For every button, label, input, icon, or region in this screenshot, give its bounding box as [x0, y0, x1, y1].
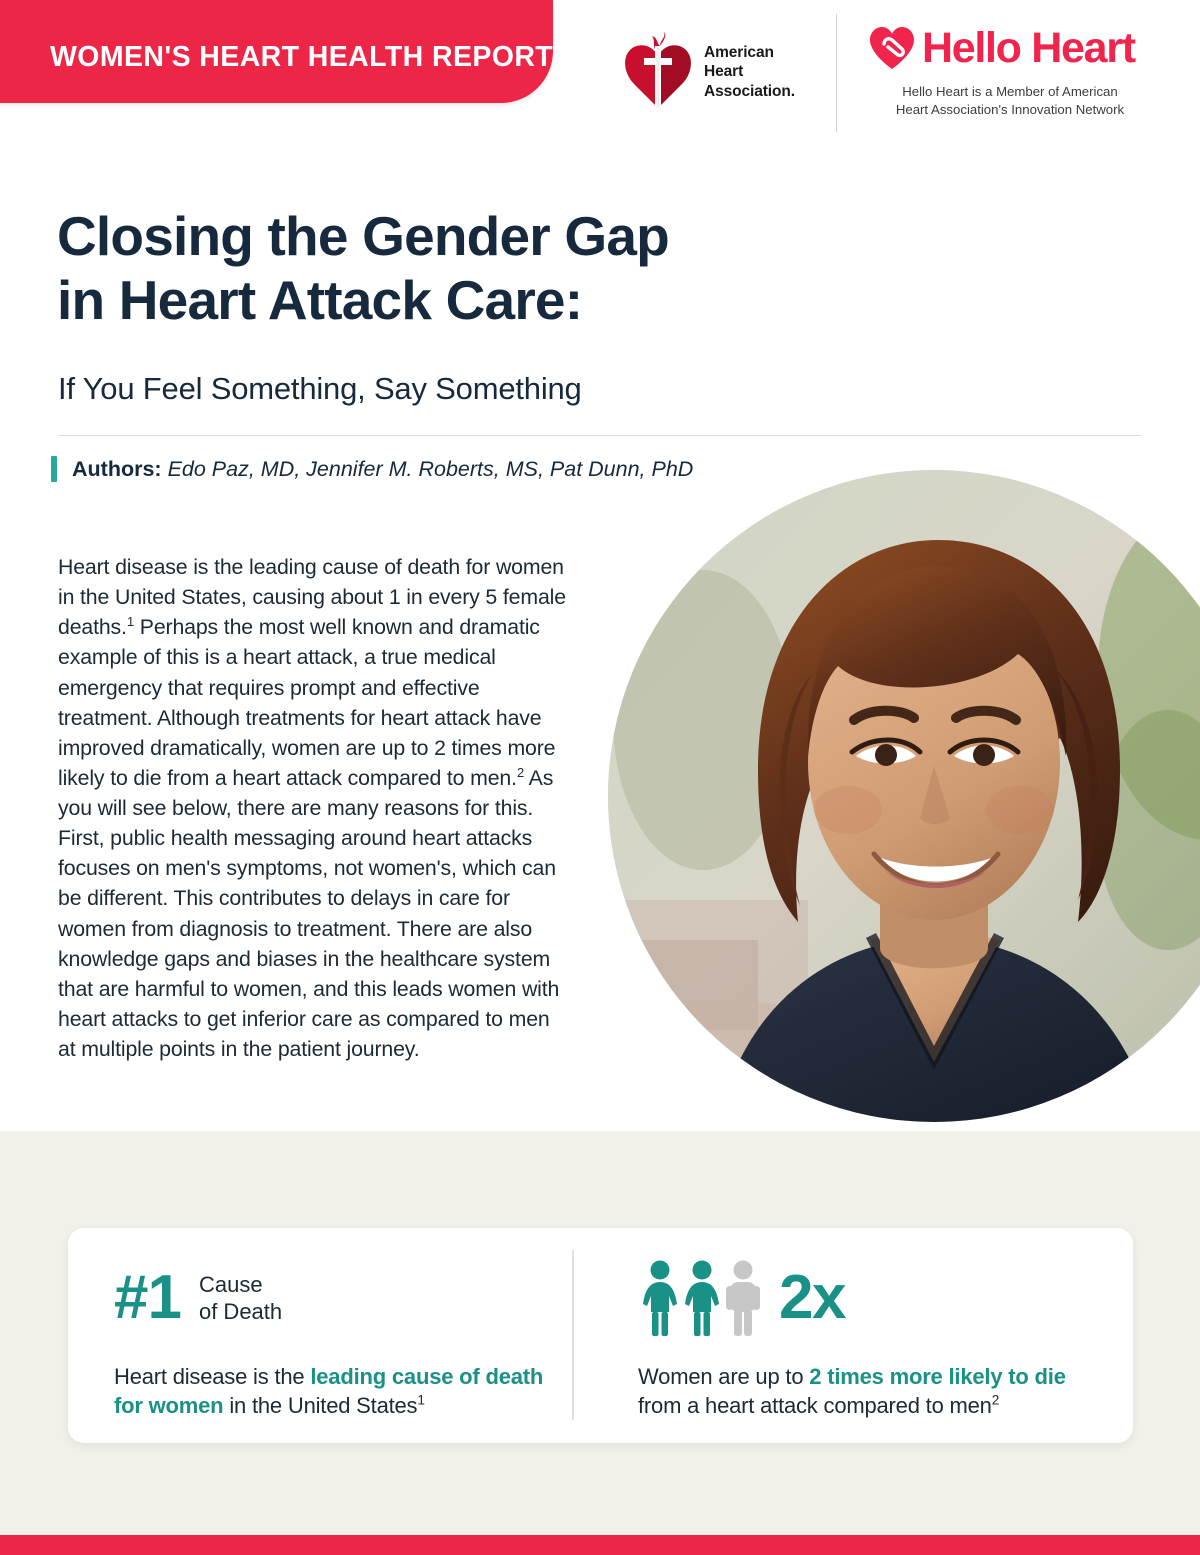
key-stats-card	[68, 1228, 1133, 1443]
woman-icon	[638, 1260, 682, 1336]
logo-divider	[836, 14, 837, 132]
stat-desc-1-footnote: 1	[417, 1392, 425, 1408]
stat-figure-2: 2x	[779, 1263, 845, 1332]
stat-desc-1-plain-a: Heart disease is the	[114, 1364, 311, 1389]
stat-description-2	[638, 1362, 1093, 1421]
woman-icon	[680, 1260, 724, 1336]
authors-text	[72, 457, 693, 482]
page-subtitle: If You Feel Something, Say Something	[58, 371, 582, 406]
bottom-red-rule	[0, 1535, 1200, 1555]
aha-word-line-3: Association.	[704, 82, 795, 100]
stat-headline-2	[638, 1258, 1093, 1338]
hello-heart-wordmark: Hello Heart	[922, 24, 1135, 72]
member-note-line-1: Hello Heart is a Member of American	[902, 84, 1118, 99]
footnote-marker: 1	[126, 614, 134, 630]
stat-figure-1: #1	[114, 1263, 181, 1332]
stat-desc-2-plain-b: from a heart attack compared to men	[638, 1393, 992, 1419]
page-title	[57, 204, 847, 333]
stat-desc-2-highlight: 2 times more likely to die	[809, 1364, 1066, 1389]
intro-paragraph: Heart disease is the leading cause of death for women in the United States, causing about 1 in every 5 female deaths.$^1$ Perhaps the most well known and dramatic example of this is a heart attack, a true medical emergency that requires prompt and effective treatment. Although treatments for heart attack have improved dramatically, women are up to 2 times more likely to die from a heart attack compared to men.$^2$ As you will see below, there are many reasons for this. First, public health messaging around heart attacks focuses on men's symptoms, not women's, which can be different. This contributes to delays in care for women from diagnosis to treatment. There are also knowledge gaps and biases in the healthcare system that are harmful to women, and this leads women with heart attacks to get inferior care as compared to men at multiple points in the patient journey.	[58, 555, 566, 1061]
report-type-label: WOMEN'S HEART HEALTH REPORT	[50, 41, 554, 73]
page-title-line-1: Closing the Gender Gap	[57, 205, 669, 267]
portrait-illustration	[608, 470, 1200, 1122]
stat-desc-2-footnote: 2	[991, 1392, 1000, 1408]
authors-accent-bar	[51, 456, 57, 482]
page-title-line-2: in Heart Attack Care:	[57, 269, 583, 332]
hello-heart-heart-icon	[868, 26, 916, 71]
member-note-line-2: Heart Association's Innovation Network	[895, 101, 1125, 117]
stat-caption-1-line-1: Cause	[198, 1271, 263, 1297]
aha-word-line-1: American	[704, 44, 774, 62]
hello-heart-logo	[868, 26, 1168, 136]
authors-label: Authors:	[72, 456, 162, 481]
hello-heart-member-note	[868, 83, 1152, 119]
stat-description-1	[114, 1362, 573, 1421]
stat-desc-2-plain-a: Women are up to	[638, 1364, 810, 1389]
stat-block-2x-risk	[573, 1228, 1093, 1443]
aha-heart-torch-icon	[622, 32, 694, 112]
stat-desc-1-highlight: leading cause of death for women	[114, 1364, 544, 1419]
stat-block-cause-of-death	[68, 1228, 573, 1443]
stat-caption-1	[199, 1271, 282, 1325]
title-divider	[58, 435, 1141, 436]
aha-word-line-2: Heart	[704, 63, 744, 81]
man-icon	[723, 1260, 763, 1336]
stat-headline-1	[114, 1258, 573, 1338]
portrait-photo	[608, 470, 1200, 1122]
aha-wordmark	[704, 43, 795, 100]
stat-caption-1-line-2: of Death	[198, 1299, 283, 1324]
american-heart-association-logo	[622, 22, 822, 122]
footnote-marker: 2	[516, 764, 525, 780]
stat-desc-1-plain-b: in the United States	[223, 1393, 418, 1419]
authors-names: Edo Paz, MD, Jennifer M. Roberts, MS, Pat Dunn, PhD	[167, 456, 694, 481]
page-header	[0, 0, 1200, 150]
authors-block	[51, 456, 693, 482]
people-figure-icons	[638, 1260, 763, 1336]
